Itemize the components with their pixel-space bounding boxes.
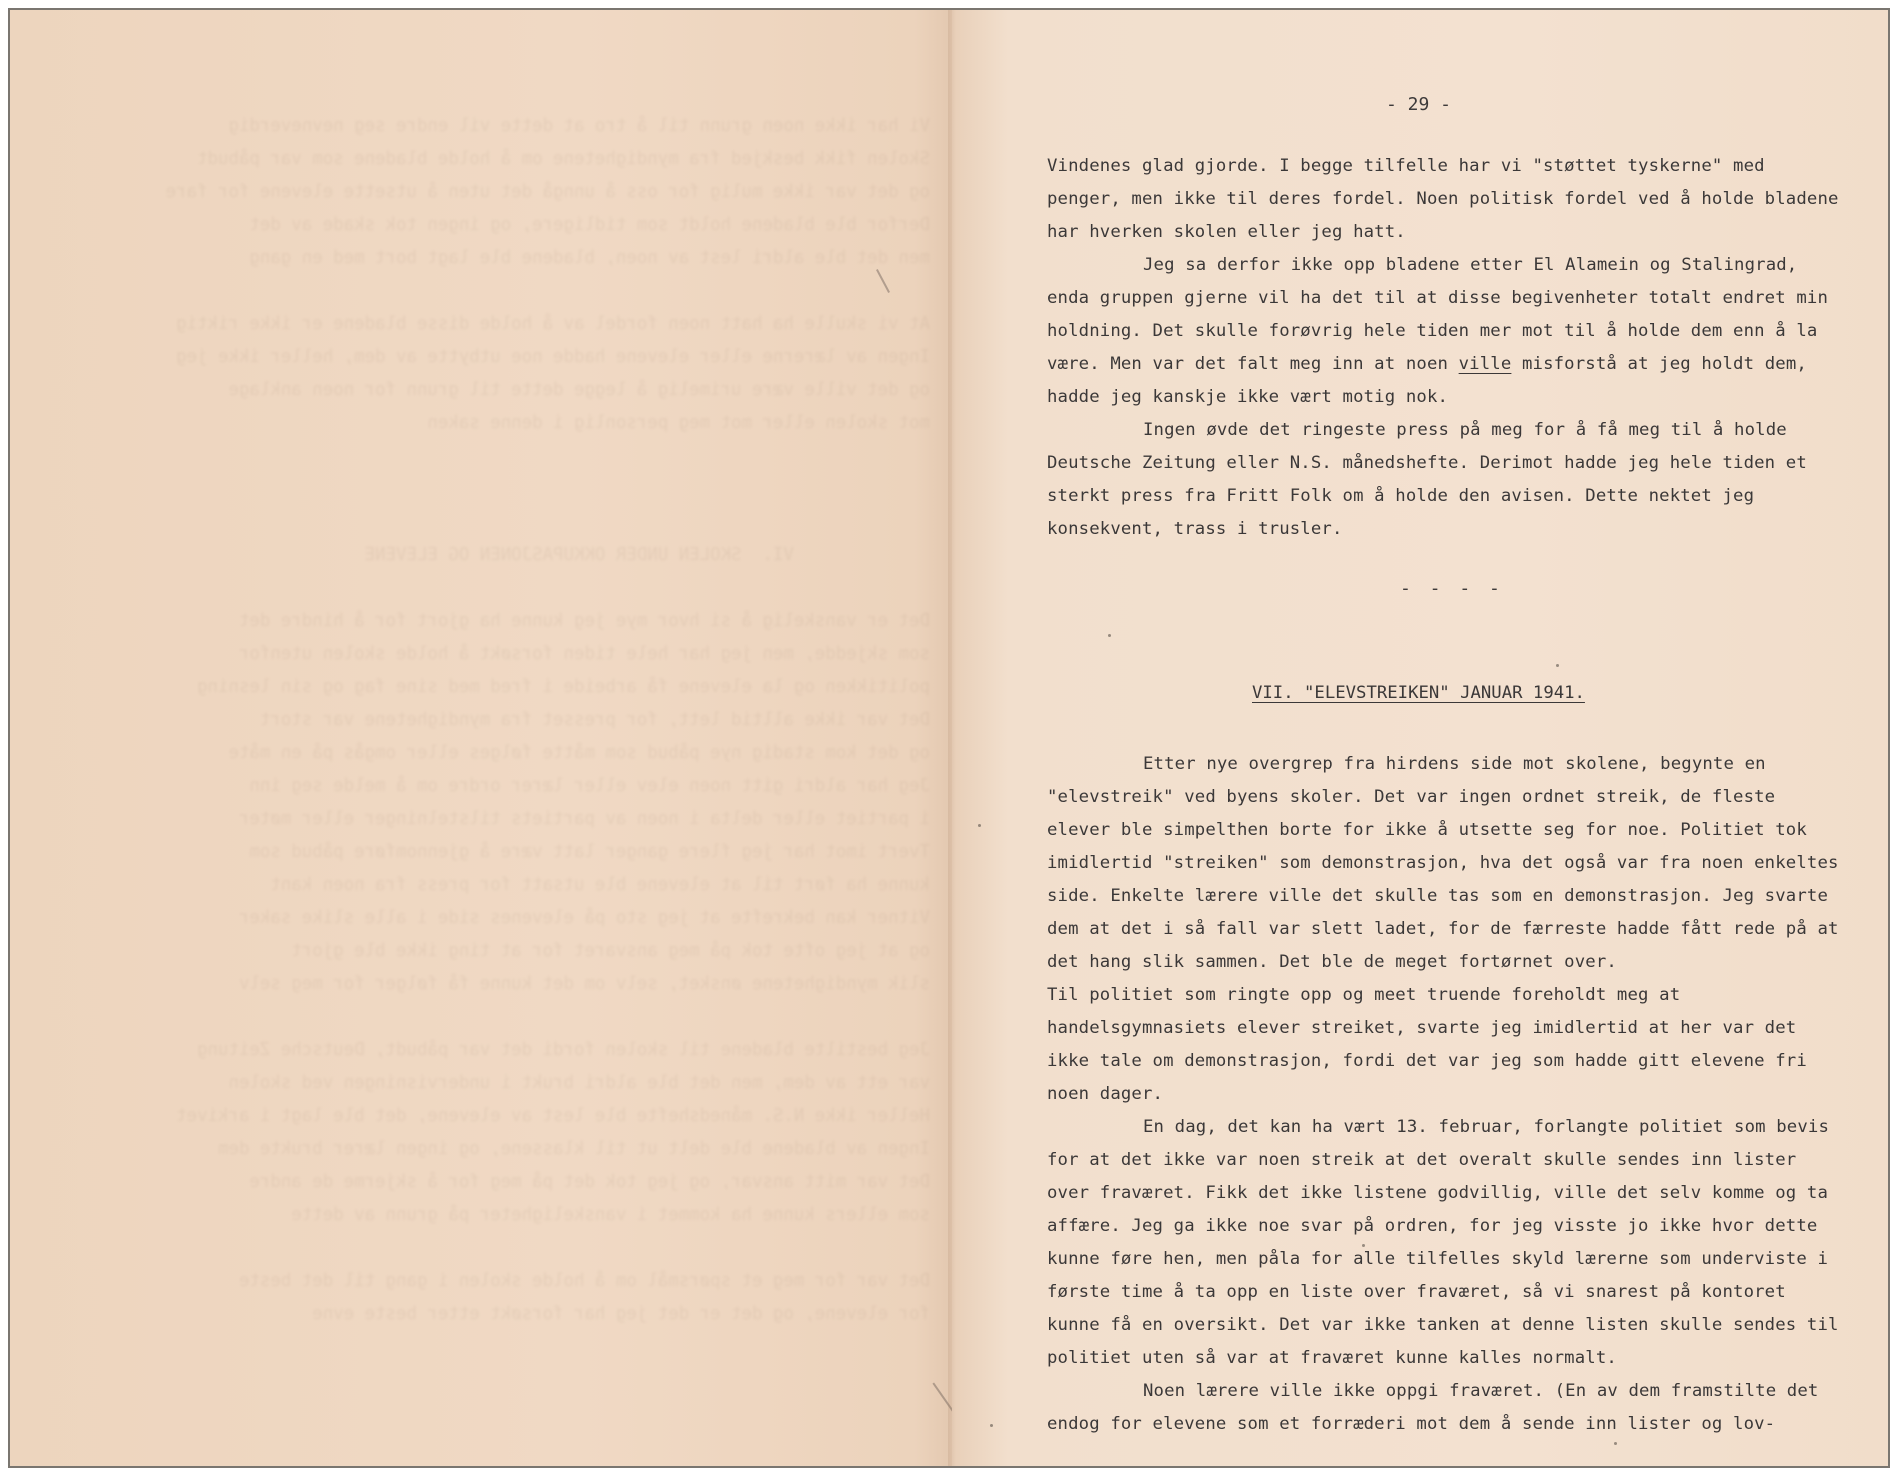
page-spine (948, 10, 956, 1466)
paragraph-text: misforstå at jeg holdt dem, hadde jeg kanskje ikke vært motig nok. (1047, 354, 1807, 407)
paragraph: Vindenes glad gjorde. I begge tilfelle har vi "støttet tyskerne" med penger, men ikke til deres fordel. Noen politisk fordel ved å holde bladene har hverken skolen eller jeg hatt. (1047, 156, 1839, 242)
paper-speck (990, 1424, 993, 1427)
paper-speck (1556, 664, 1559, 667)
paragraph: Noen lærere ville ikke oppgi fraværet. (En av dem framstilte det endog for elevene som et forræderi mot dem å sende inn lister og lov- (1047, 1381, 1819, 1434)
text-block-top (1047, 150, 1847, 546)
paragraph: Ingen øvde det ringeste press på meg for å få meg til å holde Deutsche Zeitung eller N.S. månedshefte. Derimot hadde jeg hele tiden et sterkt press fra Fritt Folk om å holde den avisen. Dette nektet jeg konsekvent, trass i trusler. (1047, 420, 1807, 539)
paper-speck (1614, 1442, 1617, 1445)
section-heading: VII. "ELEVSTREIKEN" JANUAR 1941. (1252, 683, 1585, 703)
paragraph (1047, 249, 1847, 414)
left-page (10, 10, 952, 1466)
page-number: - 29 - (1386, 94, 1452, 115)
paper-speck (1108, 634, 1111, 637)
bleed-through-text: Vi har ikke noen grunn til å tro at dette vil endre seg nevneverdig Skolen fikk beskjed fra myndighetene om å holde bladene som var påbudt og det var ikke mulig for oss å unngå det uten å utsette elevene for fare Derfor ble bladene holdt som tidligere, og ingen tok skade av det men det ble aldri lest av noen, bladene ble lagt bort med en gang At vi skulle ha hatt noen fordel av å holde disse bladene er ikke riktig Ingen av lærerne eller elevene hadde noe utbytte av dem, heller ikke jeg og det ville være urimelig å legge dette til grunn for noen anklage mot skolen eller mot meg personlig i denne saken VI. SKOLEN UNDER OKKUPASJONEN OG ELEVENE Det er vanskelig å si hvor mye jeg kunne ha gjort for å hindre det som skjedde, men jeg har hele tiden forsøkt å holde skolen utenfor politikken og la elevene få arbeide i fred med sine fag og sin lesning Det var ikke alltid lett, for presset fra myndighetene var stort og det kom stadig nye påbud som måtte følges eller omgås på en måte Jeg har aldri gitt noen elev eller lærer ordre om å melde seg inn i partiet eller delta i noen av partiets tilstelninger eller møter Tvert imot har jeg flere ganger latt være å gjennomføre påbud som kunne ha ført til at elevene ble utsatt for press fra noen kant Vitner kan bekrefte at jeg sto på elevenes side i alle slike saker og at jeg ofte tok på meg ansvaret for at ting ikke ble gjort slik myndighetene ønsket, selv om det kunne få følger for meg selv Jeg bestilte bladene til skolen fordi det var påbudt, Deutsche Zeitung var ett av dem, men det ble aldri brukt i undervisningen ved skolen Heller ikke N.S. månedshefte ble lest av elevene, det ble lagt i arkivet Ingen av bladene ble delt ut til klassene, og ingen lærer brukte dem Det var mitt ansvar, og jeg tok det på meg for å skjerme de andre som ellers kunne ha kommet i vanskeligheter på grunn av dette Det var for meg et spørsmål om å holde skolen i gang til det beste for elevene, og det er det jeg har forsøkt etter beste evne (165, 116, 930, 1324)
paragraph: Til politiet som ringte opp og meet truende foreholdt meg at handelsgymnasiets elever streiket, svarte jeg imidlertid at her var det ikke tale om demonstrasjon, fordi det var jeg som hadde gitt elevene fri noen dager. (1047, 985, 1807, 1104)
paper-speck (978, 824, 981, 827)
underlined-word: ville (1458, 354, 1512, 374)
text-block-bottom (1047, 748, 1847, 1441)
section-separator: - - - - (1400, 578, 1504, 599)
paragraph: Etter nye overgrep fra hirdens side mot skolene, begynte en "elevstreik" ved byens skoler. Det var ingen ordnet streik, de fleste elever ble simpelthen borte for ikke å utsette seg for noe. Politiet tok imidlertid "streiken" som demonstrasjon, hva det også var fra noen enkeltes side. Enkelte lærere ville det skulle tas som en demonstrasjon. Jeg svarte dem at det i så fall var slett ladet, for de færreste hadde fått rede på at det hang slik sammen. Det ble de meget fortørnet over. (1047, 754, 1839, 972)
paragraph-text: Jeg sa derfor ikke opp bladene etter El Alamein og Stalingrad, enda gruppen gjerne vil ha det til at disse begivenheter totalt endret min holdning. Det skulle forøvrig hele tiden mer mot til å holde dem enn å la være. Men var det falt meg inn at noen (1047, 255, 1829, 374)
paragraph: En dag, det kan ha vært 13. februar, forlangte politiet som bevis for at det ikke var noen streik at det overalt skulle sendes inn lister over fraværet. Fikk det ikke listene godvillig, ville det selv komme og ta affære. Jeg ga ikke noe svar på ordren, for jeg visste jo ikke hvor dette kunne føre hen, men påla for alle tilfelles skyld lærerne som underviste i første time å ta opp en liste over fraværet, så vi snarest på kontoret kunne få en oversikt. Det var ikke tanken at denne listen skulle sendes til politiet uten så var at fraværet kunne kalles normalt. (1047, 1117, 1839, 1368)
